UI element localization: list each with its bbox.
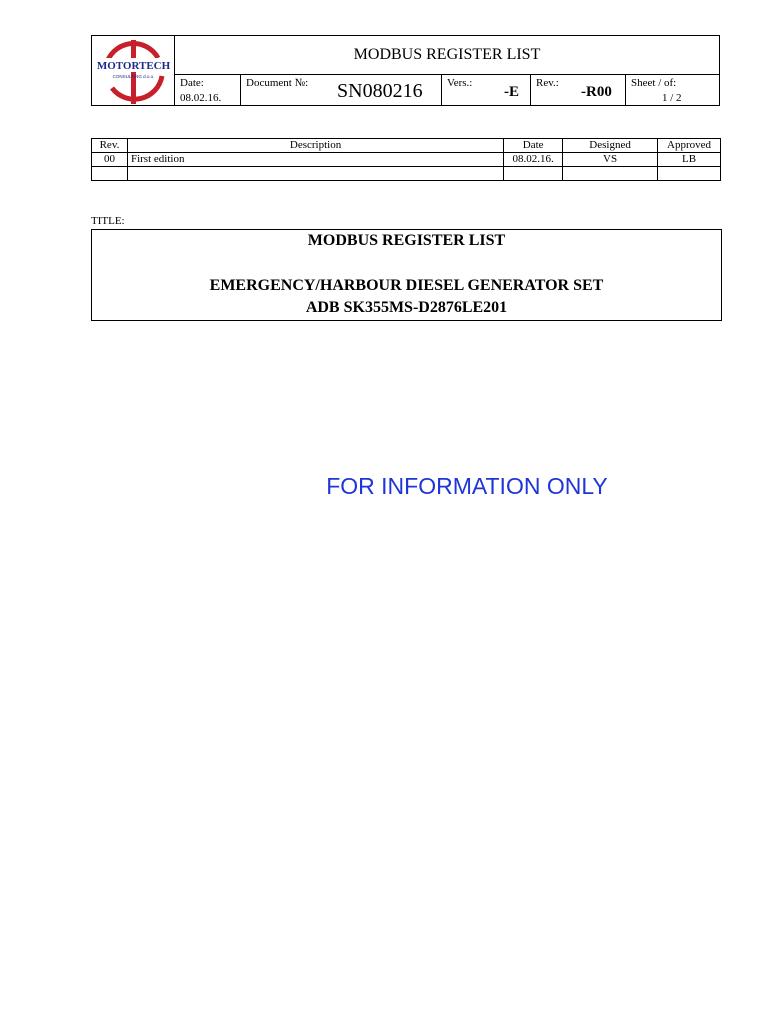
rev-cell [92,167,128,181]
revision-table [91,138,721,181]
date-cell: 08.02.16. [504,153,563,167]
rev-cell: 00 [92,153,128,167]
document-number-value: SN080216 [337,80,423,102]
logo-wordmark: MOTORTECH [96,60,171,72]
column-header: Designed [563,139,658,153]
approved-cell: LB [658,153,721,167]
document-header [91,35,720,106]
sheet-cell [626,75,719,105]
column-header: Approved [658,139,721,153]
header-title: MODBUS REGISTER LIST [175,36,719,75]
header-meta-row [175,75,719,105]
date-cell [504,167,563,181]
column-header: Description [127,139,503,153]
title-box [91,229,722,321]
title-line-3: ADB SK355MS-D2876LE201 [305,299,508,316]
logo-subtext: CONSULTING d.o.o. [112,74,155,79]
title-label: TITLE: [91,215,125,227]
sheet-label: Sheet / of: [631,77,677,89]
version-label: Vers.: [447,77,473,89]
column-header: Date [504,139,563,153]
table-row [92,153,721,167]
description-cell [127,167,503,181]
revision-label: Rev.: [536,77,559,89]
information-notice: FOR INFORMATION ONLY [326,473,608,499]
document-number-cell [241,75,442,105]
document-number-label: Document №: [246,77,309,89]
title-line-2: EMERGENCY/HARBOUR DIESEL GENERATOR SET [209,277,604,294]
revision-table-header [92,139,721,153]
approved-cell [658,167,721,181]
revision-value: -R00 [581,84,612,100]
date-label: Date: [180,77,204,89]
title-line-1: MODBUS REGISTER LIST [307,232,506,249]
description-cell: First edition [127,153,503,167]
version-value: -E [504,84,519,100]
revision-cell [531,75,626,105]
table-row [92,167,721,181]
version-cell [442,75,531,105]
motortech-logo-icon [92,36,175,106]
designed-cell [563,167,658,181]
column-header: Rev. [92,139,128,153]
date-value: 08.02.16. [180,92,222,104]
date-cell [175,75,241,105]
designed-cell: VS [563,153,658,167]
sheet-value: 1 / 2 [662,92,682,104]
company-logo [92,36,175,105]
